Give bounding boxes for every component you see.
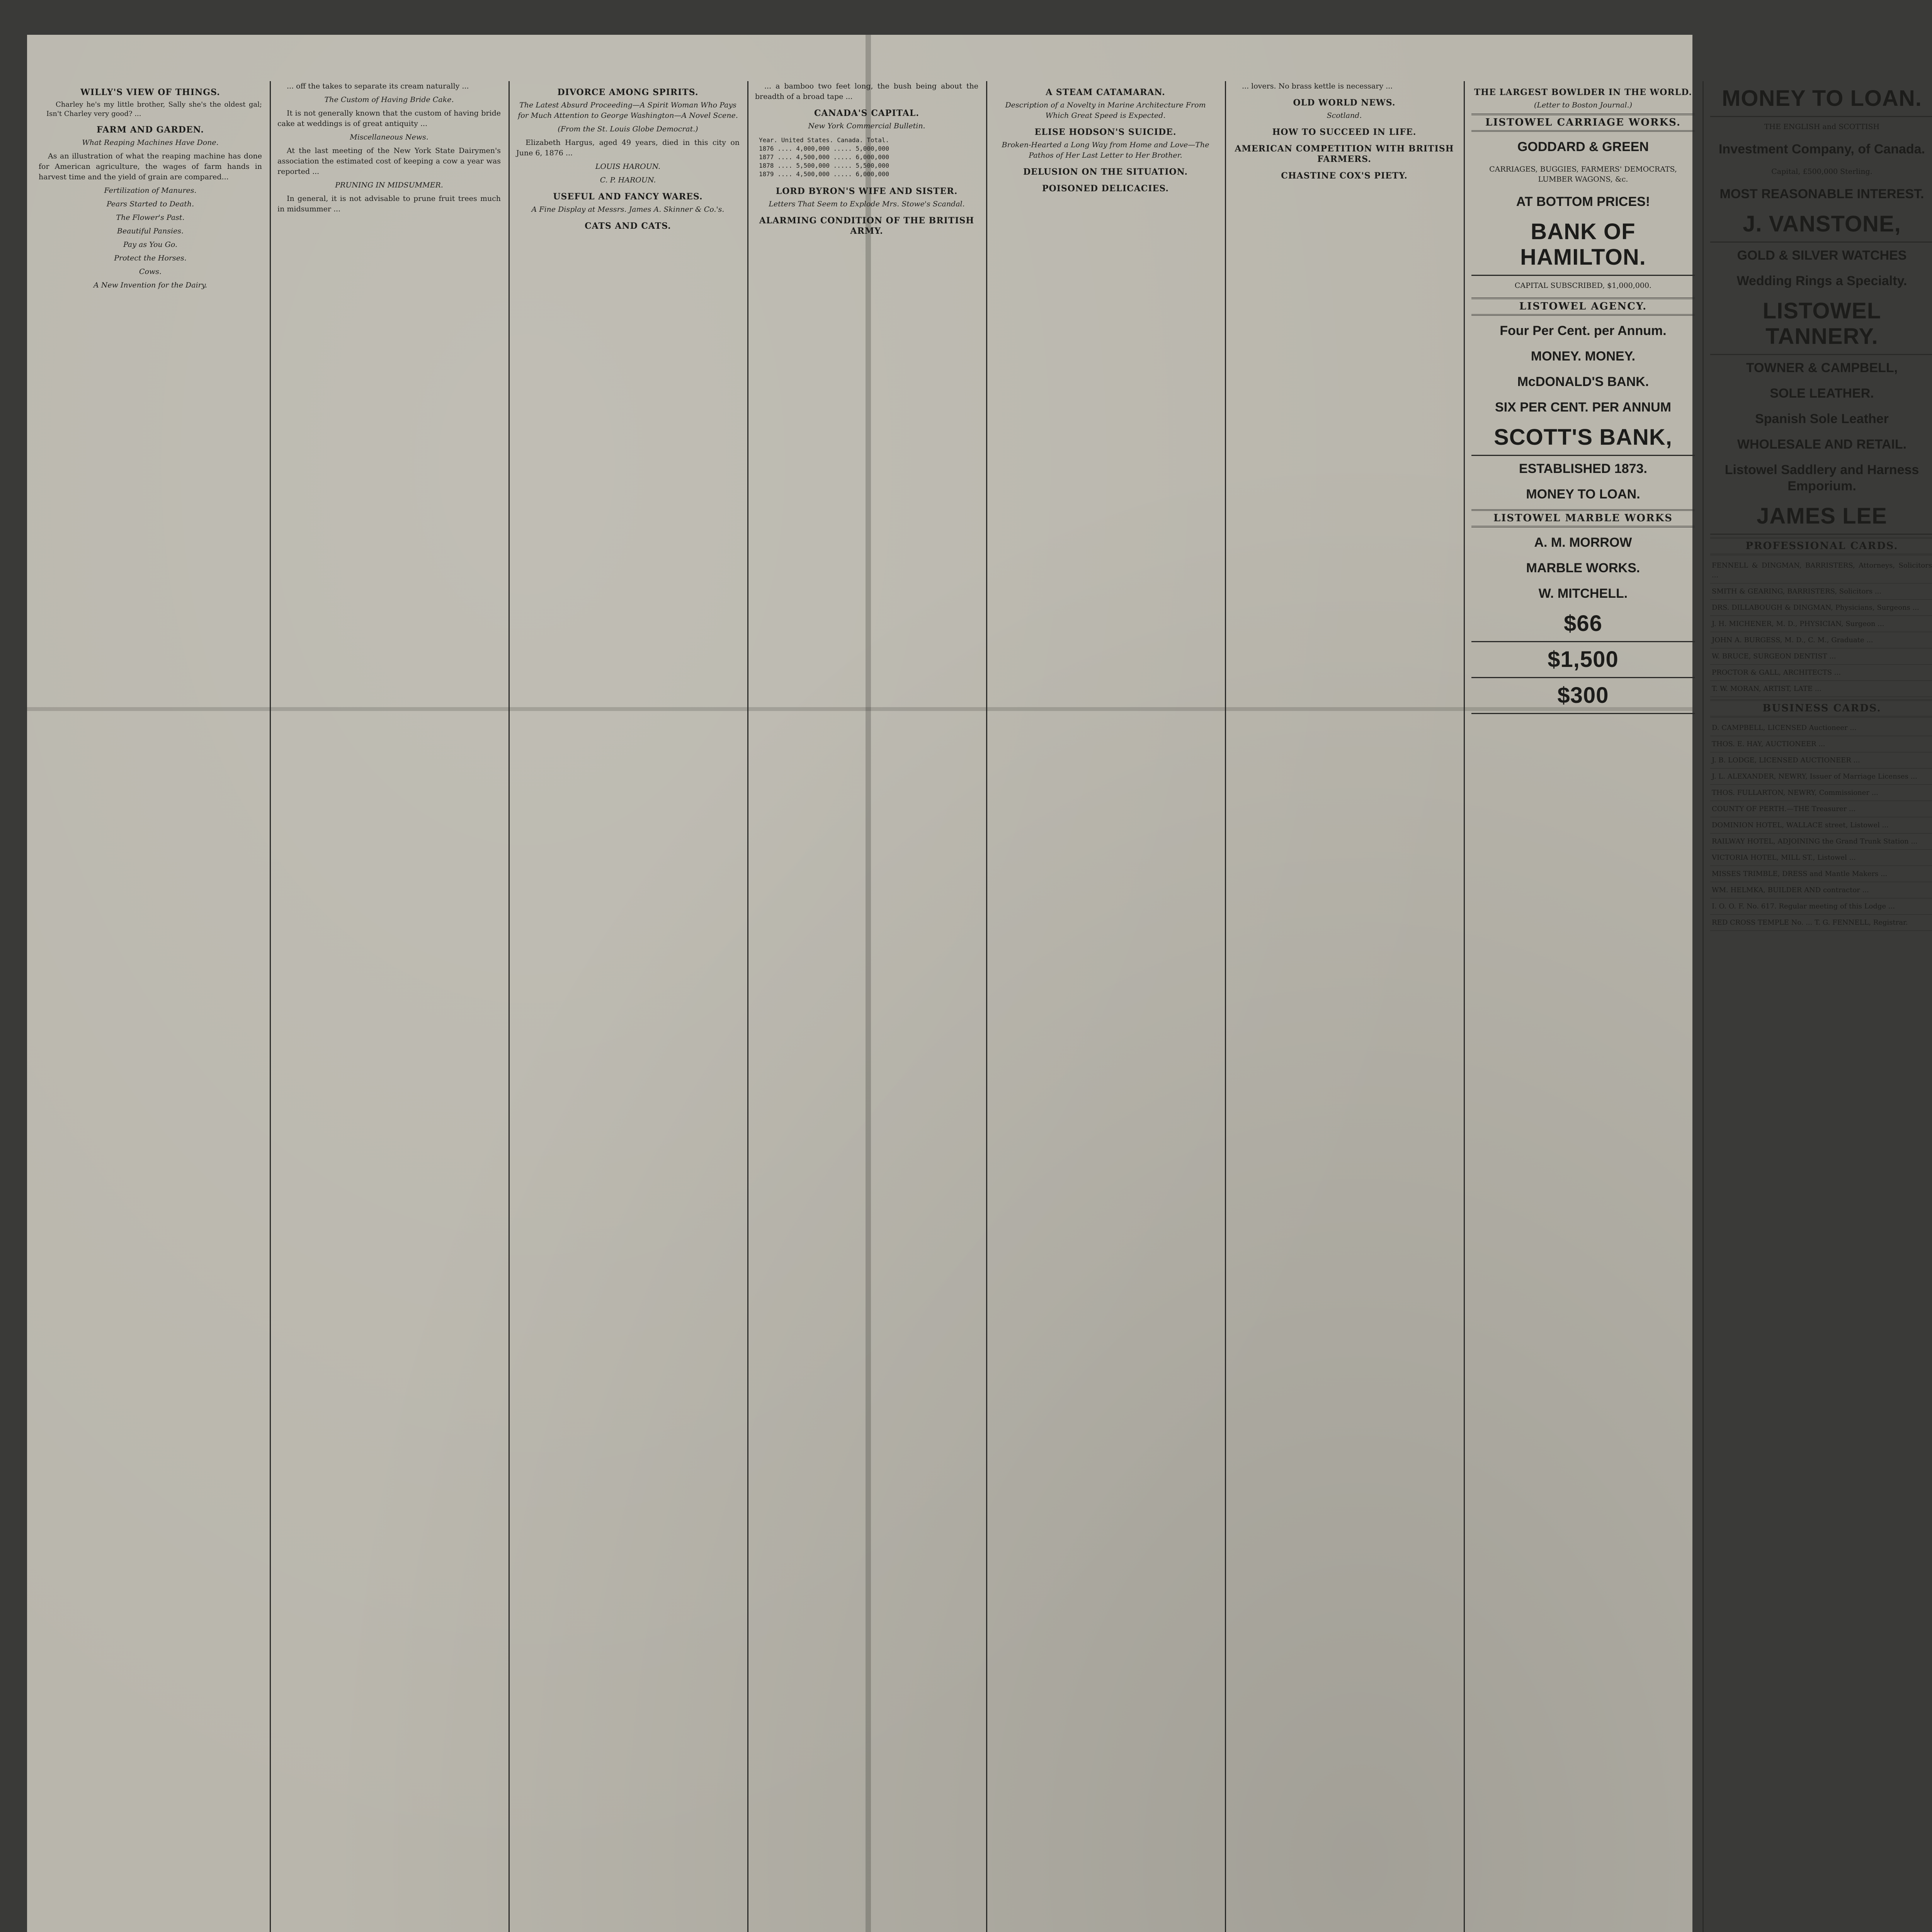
ad-subheadline: Listowel Saddlery and Harness Emporium.	[1725, 463, 1919, 493]
advertisement-line	[1471, 395, 1695, 420]
table-row: 1878 .... 5,500,000 ..... 5,500,000	[759, 162, 889, 169]
ad-subheadline: Spanish Sole Leather	[1755, 412, 1889, 426]
business-card: J. H. MICHENER, M. D., PHYSICIAN, Surgeon ...	[1710, 616, 1932, 632]
column-1	[39, 81, 262, 1932]
advertisement-line	[1471, 189, 1695, 214]
ad-subheadline: GODDARD & GREEN	[1517, 139, 1649, 154]
advertisement-line	[1710, 243, 1932, 268]
ad-subheadline: MOST REASONABLE INTEREST.	[1719, 187, 1924, 201]
article-subhead: Scotland.	[1327, 111, 1362, 120]
business-card: DRS. DILLABOUGH & DINGMAN, Physicians, Surgeons ...	[1710, 600, 1932, 616]
business-card: THOS. E. HAY, AUCTIONEER ...	[1710, 736, 1932, 752]
advertisement-line	[1710, 355, 1932, 381]
advertisement-line	[1710, 406, 1932, 432]
ad-headline: $300	[1557, 683, 1609, 708]
article-headline: ELISE HODSON'S SUICIDE.	[1034, 127, 1177, 137]
statistics-table	[755, 134, 978, 180]
section-banner: LISTOWEL CARRIAGE WORKS.	[1471, 114, 1695, 132]
business-card: SMITH & GEARING, BARRISTERS, Solicitors ...	[1710, 583, 1932, 600]
article-headline: A STEAM CATAMARAN.	[1046, 87, 1165, 97]
advertisement-line	[1471, 318, 1695, 344]
article-text: It is not generally known that the custom of having bride cake at weddings is of great antiquity ...	[277, 109, 501, 128]
business-card: J. B. LODGE, LICENSED AUCTIONEER ...	[1710, 752, 1932, 769]
advertisement-line	[1710, 432, 1932, 457]
column-8	[1710, 81, 1932, 1932]
business-card: J. L. ALEXANDER, NEWRY, Issuer of Marriage Licenses ...	[1710, 769, 1932, 785]
ad-detail: Capital, £500,000 Sterling.	[1771, 167, 1872, 176]
ad-headline: $66	[1564, 611, 1602, 636]
article-headline: THE LARGEST BOWLDER IN THE WORLD.	[1474, 87, 1692, 97]
advertisement-line	[1710, 457, 1932, 499]
business-card: RAILWAY HOTEL, ADJOINING the Grand Trunk Station ...	[1710, 833, 1932, 850]
article-subhead: PRUNING IN MIDSUMMER.	[335, 181, 443, 189]
advertisement-line	[1471, 456, 1695, 481]
article-text: ... off the takes to separate its cream naturally ...	[287, 82, 469, 90]
article-subhead: New York Commercial Bulletin.	[808, 122, 925, 130]
article-headline: OLD WORLD NEWS.	[1293, 98, 1396, 108]
column-6	[1233, 81, 1456, 1932]
article-text: ... lovers. No brass kettle is necessary ...	[1242, 82, 1393, 90]
advertisement-line	[1710, 381, 1932, 406]
article-text: As an illustration of what the reaping machine has done for American agriculture, the wages of farm hands in harvest time and the yield of grain are compared...	[39, 152, 262, 181]
advertisement-detail	[1471, 160, 1695, 189]
article-subhead: Cows.	[139, 267, 162, 276]
ad-subheadline: ESTABLISHED 1873.	[1519, 461, 1647, 476]
article-text: In general, it is not advisable to prune fruit trees much in midsummer ...	[277, 194, 501, 213]
ad-headline: MONEY TO LOAN.	[1722, 86, 1922, 111]
column-rule	[986, 81, 987, 1932]
article-text: ... a bamboo two feet long, the bush being about the breadth of a broad tape ...	[755, 82, 978, 101]
business-card: DOMINION HOTEL, WALLACE street, Listowel ...	[1710, 817, 1932, 833]
advertisement-line	[1710, 268, 1932, 294]
article-subhead: C. P. HAROUN.	[600, 176, 656, 184]
table-row: Year. United States. Canada. Total.	[759, 136, 889, 144]
ad-headline: J. VANSTONE,	[1743, 211, 1901, 236]
advertisement	[1710, 81, 1932, 117]
column-5	[994, 81, 1217, 1932]
article-headline: DELUSION ON THE SITUATION.	[1023, 167, 1188, 177]
article-subhead: The Latest Absurd Proceeding—A Spirit Woman Who Pays for Much Attention to George Washington—A Novel Scene.	[518, 101, 738, 120]
article-text: Elizabeth Hargus, aged 49 years, died in this city on June 6, 1876 ...	[516, 138, 740, 157]
ad-subheadline: W. MITCHELL.	[1538, 586, 1628, 601]
article-subhead: Description of a Novelty in Marine Architecture From Which Great Speed is Expected.	[1005, 101, 1206, 120]
advertisement-detail	[1710, 117, 1932, 136]
business-card: MISSES TRIMBLE, DRESS and Mantle Makers ...	[1710, 866, 1932, 882]
advertisement-line	[1471, 369, 1695, 395]
advertisement	[1471, 420, 1695, 456]
ad-subheadline: GOLD & SILVER WATCHES	[1737, 248, 1907, 263]
article-headline: FARM AND GARDEN.	[97, 125, 204, 135]
article-headline: HOW TO SUCCEED IN LIFE.	[1272, 127, 1417, 137]
ad-subheadline: TOWNER & CAMPBELL,	[1746, 361, 1898, 375]
ad-headline: $1,500	[1548, 647, 1619, 672]
advertisement	[1710, 499, 1932, 535]
column-4	[755, 81, 978, 1932]
column-3	[516, 81, 740, 1932]
ad-headline: SCOTT'S BANK,	[1494, 425, 1672, 450]
article-subhead: A Fine Display at Messrs. James A. Skinner & Co.'s.	[531, 205, 724, 214]
business-card: THOS. FULLARTON, NEWRY, Commissioner ...	[1710, 785, 1932, 801]
article-headline: DIVORCE AMONG SPIRITS.	[557, 87, 699, 97]
article-text: At the last meeting of the New York State Dairymen's association the estimated cost of keeping a cow a year was reported ...	[277, 146, 501, 176]
business-card: VICTORIA HOTEL, MILL ST., Listowel ...	[1710, 850, 1932, 866]
ad-subheadline: MONEY TO LOAN.	[1526, 487, 1640, 502]
advertisement-line	[1471, 530, 1695, 555]
advertisement-line	[1471, 134, 1695, 160]
column-rule	[1464, 81, 1465, 1932]
ad-subheadline: AT BOTTOM PRICES!	[1516, 194, 1650, 209]
section-banner: PROFESSIONAL CARDS.	[1710, 537, 1932, 555]
article-subhead: Letters That Seem to Explode Mrs. Stowe's Scandal.	[769, 200, 965, 208]
article-headline: WILLY'S VIEW OF THINGS.	[80, 87, 220, 97]
business-card: PROCTOR & GALL, ARCHITECTS ...	[1710, 665, 1932, 681]
advertisement	[1471, 642, 1695, 678]
article-subhead: (From the St. Louis Globe Democrat.)	[558, 125, 698, 133]
business-card: WM. HELMKA, BUILDER AND contractor ...	[1710, 882, 1932, 898]
article-subhead: Broken-Hearted a Long Way from Home and Love—The Pathos of Her Last Letter to Her Brother.	[1002, 141, 1209, 160]
table-row: 1876 .... 4,000,000 ..... 5,000,000	[759, 145, 889, 152]
column-rule	[1702, 81, 1704, 1932]
advertisement-line	[1471, 481, 1695, 507]
advertisement	[1710, 294, 1932, 355]
article-headline: CATS AND CATS.	[585, 221, 671, 231]
ad-subheadline: SIX PER CENT. PER ANNUM	[1495, 400, 1671, 415]
advertisement-line	[1710, 181, 1932, 207]
ad-subheadline: MARBLE WORKS.	[1526, 561, 1640, 575]
business-card: W. BRUCE, SURGEON DENTIST ...	[1710, 648, 1932, 665]
article-headline: AMERICAN COMPETITION WITH BRITISH FARMERS.	[1235, 144, 1454, 164]
ad-subheadline: McDONALD'S BANK.	[1517, 374, 1649, 389]
ad-subheadline: SOLE LEATHER.	[1770, 386, 1874, 401]
ad-detail: CARRIAGES, BUGGIES, FARMERS' DEMOCRATS, LUMBER WAGONS, &c.	[1489, 165, 1677, 184]
article-headline: USEFUL AND FANCY WARES.	[553, 192, 703, 202]
ad-subheadline: MONEY. MONEY.	[1531, 349, 1636, 364]
article-headline: CANADA'S CAPITAL.	[814, 108, 919, 118]
advertisement-line	[1471, 581, 1695, 606]
advertisement-line	[1710, 136, 1932, 162]
advertisement	[1710, 207, 1932, 243]
article-subhead: The Flower's Past.	[116, 213, 185, 222]
article-subhead: LOUIS HAROUN.	[595, 162, 661, 171]
ad-subheadline: Four Per Cent. per Annum.	[1500, 323, 1667, 338]
ad-detail: THE ENGLISH and SCOTTISH	[1764, 122, 1880, 131]
business-card: FENNELL & DINGMAN, BARRISTERS, Attorneys, Solicitors ...	[1710, 558, 1932, 583]
business-card: RED CROSS TEMPLE No. ... T. G. FENNELL, Registrar.	[1710, 915, 1932, 931]
article-headline: LORD BYRON'S WIFE AND SISTER.	[776, 186, 958, 196]
article-subhead: The Custom of Having Bride Cake.	[324, 95, 454, 104]
column-7	[1471, 81, 1695, 1932]
article-headline: CHASTINE COX'S PIETY.	[1281, 171, 1408, 181]
column-rule	[747, 81, 748, 1932]
advertisement-line	[1471, 344, 1695, 369]
ad-headline: JAMES LEE	[1757, 503, 1887, 529]
business-card: I. O. O. F. No. 617. Regular meeting of this Lodge ...	[1710, 898, 1932, 915]
advertisement	[1471, 678, 1695, 714]
article-headline: POISONED DELICACIES.	[1042, 184, 1169, 194]
table-row: 1879 .... 4,500,000 ..... 6,000,000	[759, 170, 889, 178]
article-subhead: Pay as You Go.	[123, 240, 178, 249]
ad-headline: BANK OF HAMILTON.	[1520, 219, 1646, 270]
business-card: D. CAMPBELL, LICENSED Auctioneer ...	[1710, 720, 1932, 736]
section-banner: LISTOWEL MARBLE WORKS	[1471, 509, 1695, 527]
advertisement	[1471, 606, 1695, 642]
section-banner: LISTOWEL AGENCY.	[1471, 298, 1695, 316]
column-rule	[509, 81, 510, 1932]
article-subhead: A New Invention for the Dairy.	[93, 281, 207, 289]
article-subhead: Protect the Horses.	[114, 254, 187, 262]
article-subhead: Pears Started to Death.	[106, 200, 194, 208]
column-2	[277, 81, 501, 1932]
business-card: T. W. MORAN, ARTIST, LATE ...	[1710, 681, 1932, 697]
business-card: COUNTY OF PERTH.—THE Treasurer ...	[1710, 801, 1932, 817]
newspaper-page	[27, 35, 1932, 1932]
poem-text: Charley he's my little brother, Sally she's the oldest gal; Isn't Charley very good? ...	[46, 100, 262, 118]
advertisement	[1471, 214, 1695, 276]
ad-subheadline: WHOLESALE AND RETAIL.	[1737, 437, 1907, 452]
column-rule	[1225, 81, 1226, 1932]
ad-headline: LISTOWEL TANNERY.	[1762, 298, 1881, 349]
table-row: 1877 .... 4,500,000 ..... 6,000,000	[759, 153, 889, 161]
article-subhead: Fertilization of Manures.	[104, 186, 197, 195]
article-subhead: (Letter to Boston Journal.)	[1534, 101, 1632, 109]
advertisement-line	[1471, 555, 1695, 581]
article-headline: ALARMING CONDITION OF THE BRITISH ARMY.	[759, 216, 975, 236]
article-subhead: Miscellaneous News.	[350, 133, 429, 141]
column-rule	[270, 81, 271, 1932]
article-subhead: Beautiful Pansies.	[117, 227, 184, 235]
ad-subheadline: A. M. MORROW	[1534, 535, 1632, 550]
business-card: JOHN A. BURGESS, M. D., C. M., Graduate ...	[1710, 632, 1932, 648]
advertisement-detail	[1471, 276, 1695, 295]
section-banner: BUSINESS CARDS.	[1710, 699, 1932, 718]
article-subhead: What Reaping Machines Have Done.	[82, 138, 219, 147]
ad-subheadline: Wedding Rings a Specialty.	[1736, 274, 1907, 288]
ad-subheadline: Investment Company, of Canada.	[1718, 142, 1925, 156]
advertisement-detail	[1710, 162, 1932, 181]
ad-detail: CAPITAL SUBSCRIBED, $1,000,000.	[1514, 281, 1652, 290]
